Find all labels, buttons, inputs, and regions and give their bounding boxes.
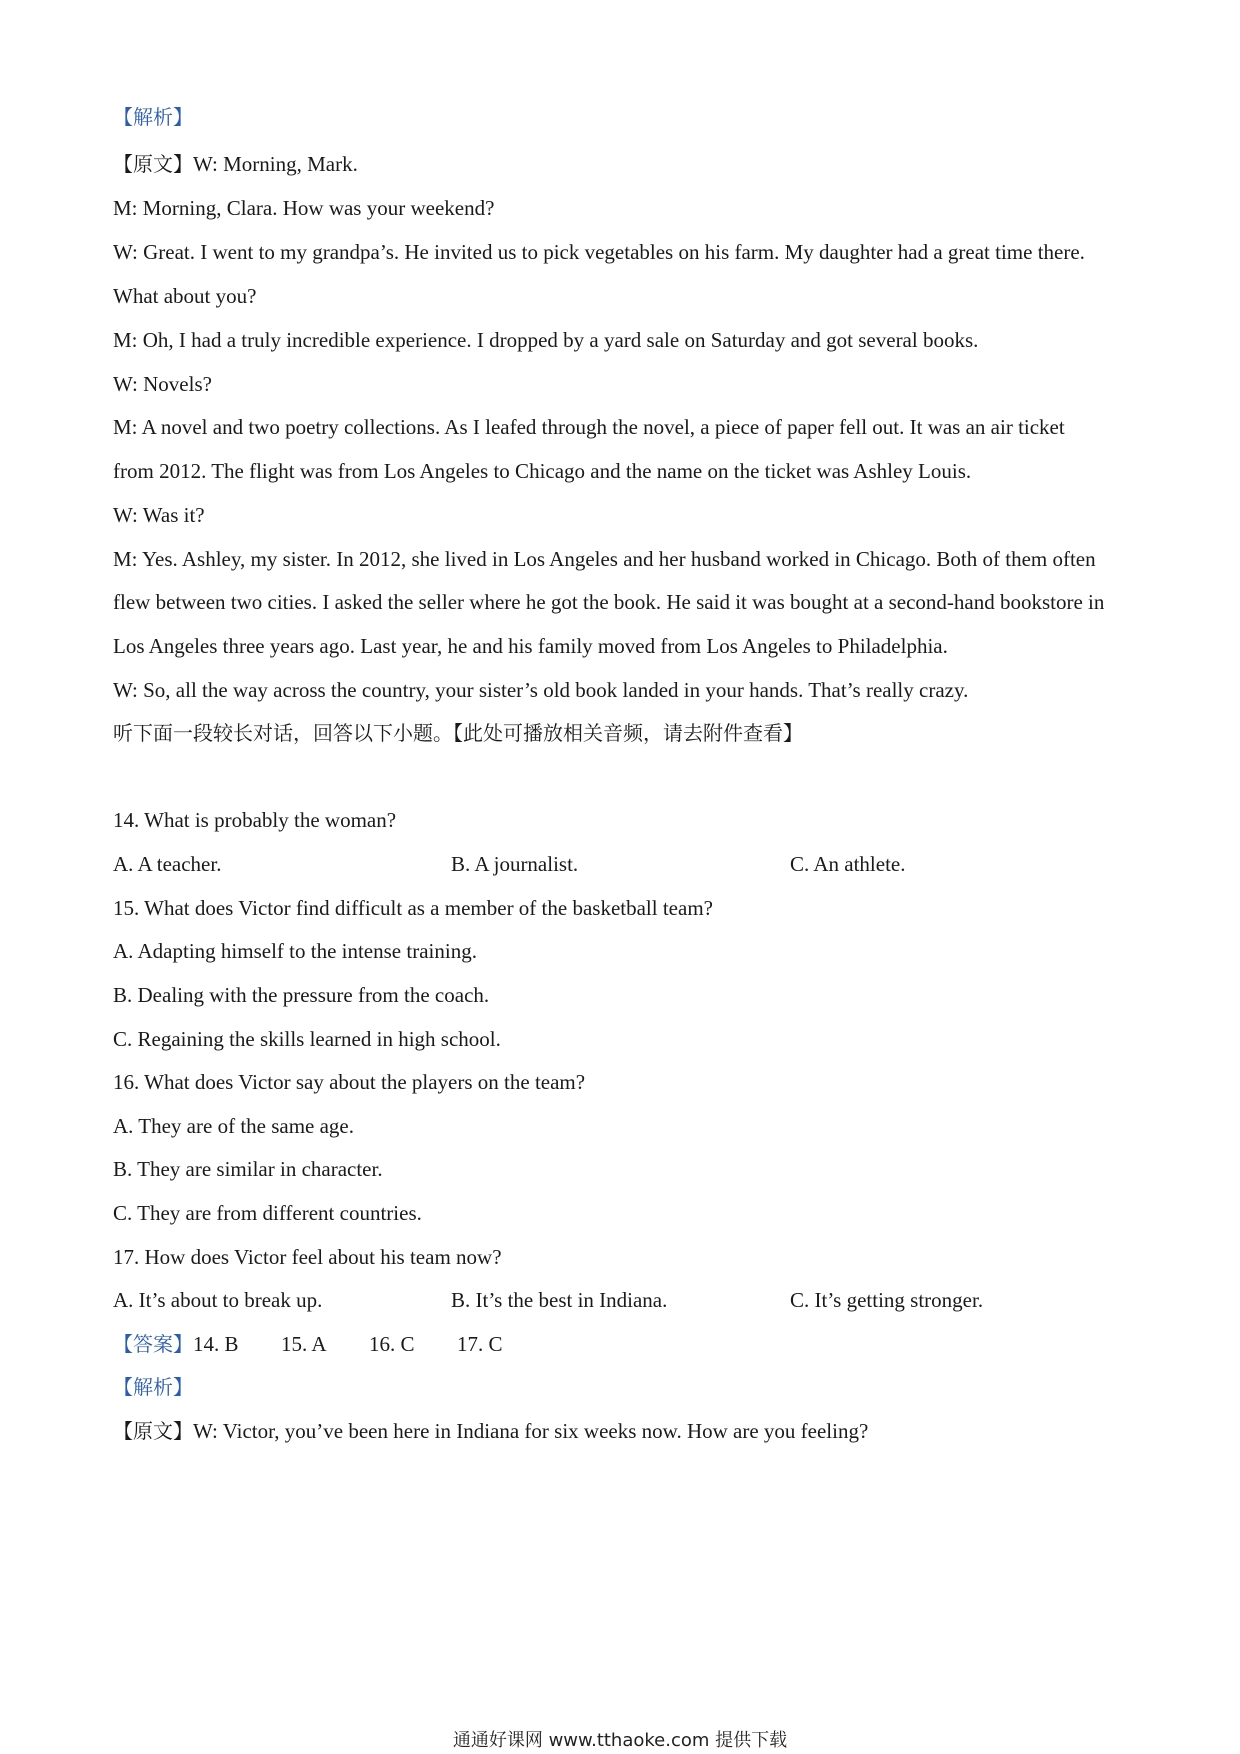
answer-tag: 【答案】 (113, 1332, 193, 1356)
original-text-tag: 【原文】 (113, 1419, 193, 1443)
transcript-line: W: Novels? (113, 372, 212, 396)
analysis-heading: 【解析】 (113, 1375, 193, 1399)
page-footer: 通通好课网 www.tthaoke.com 提供下载 (452, 1730, 788, 1751)
transcript-line (113, 1417, 868, 1445)
option-15a: A. Adapting himself to the intense training. (113, 939, 477, 963)
listening-instruction: 听下面一段较长对话，回答以下小题。【此处可播放相关音频，请去附件查看】 (113, 721, 803, 745)
transcript-text: W: Victor, you’ve been here in Indiana for six weeks now. How are you feeling? (193, 1419, 869, 1443)
question-17: 17. How does Victor feel about his team now? (113, 1245, 502, 1269)
transcript-line: M: Yes. Ashley, my sister. In 2012, she lived in Los Angeles and her husband worked in Chicago. Both of them often (113, 547, 1096, 571)
original-text-tag: 【原文】 (113, 152, 193, 176)
option-17a: A. It’s about to break up. (113, 1288, 323, 1312)
transcript-line: flew between two cities. I asked the seller where he got the book. He said it was bought at a second-hand bookstore in (113, 590, 1105, 614)
option-16a: A. They are of the same age. (113, 1114, 355, 1138)
option-15c: C. Regaining the skills learned in high school. (113, 1027, 501, 1051)
transcript-line: M: Oh, I had a truly incredible experience. I dropped by a yard sale on Saturday and got several books. (113, 328, 979, 352)
option-14c: C. An athlete. (790, 852, 906, 876)
question-15: 15. What does Victor find difficult as a member of the basketball team? (113, 896, 713, 920)
transcript-line: W: So, all the way across the country, your sister’s old book landed in your hands. That’s really crazy. (113, 678, 969, 702)
transcript-line: W: Was it? (113, 503, 205, 527)
answer-14: 14. B (193, 1332, 239, 1356)
transcript-line: Los Angeles three years ago. Last year, he and his family moved from Los Angeles to Philadelphia. (113, 634, 948, 658)
question-14: 14. What is probably the woman? (113, 808, 397, 832)
transcript-line: from 2012. The flight was from Los Angeles to Chicago and the name on the ticket was Ashley Louis. (113, 459, 972, 483)
answer-17: 17. C (457, 1332, 503, 1356)
transcript-line: M: Morning, Clara. How was your weekend? (113, 196, 495, 220)
option-17b: B. It’s the best in Indiana. (451, 1288, 668, 1312)
transcript-line: W: Great. I went to my grandpa’s. He invited us to pick vegetables on his farm. My daughter had a great time there. (113, 240, 1085, 264)
transcript-text: W: Morning, Mark. (193, 152, 358, 176)
option-17c: C. It’s getting stronger. (790, 1288, 984, 1312)
question-16: 16. What does Victor say about the players on the team? (113, 1070, 586, 1094)
analysis-heading: 【解析】 (113, 105, 193, 129)
transcript-line (113, 150, 358, 178)
answer-15: 15. A (281, 1332, 327, 1356)
option-16c: C. They are from different countries. (113, 1201, 422, 1225)
answer-16: 16. C (369, 1332, 415, 1356)
option-16b: B. They are similar in character. (113, 1157, 383, 1181)
option-15b: B. Dealing with the pressure from the coach. (113, 983, 490, 1007)
answer-line (113, 1330, 503, 1358)
option-14b: B. A journalist. (451, 852, 579, 876)
transcript-line: M: A novel and two poetry collections. As I leafed through the novel, a piece of paper fell out. It was an air ticket (113, 415, 1065, 439)
option-14a: A. A teacher. (113, 852, 222, 876)
transcript-line: What about you? (113, 284, 257, 308)
